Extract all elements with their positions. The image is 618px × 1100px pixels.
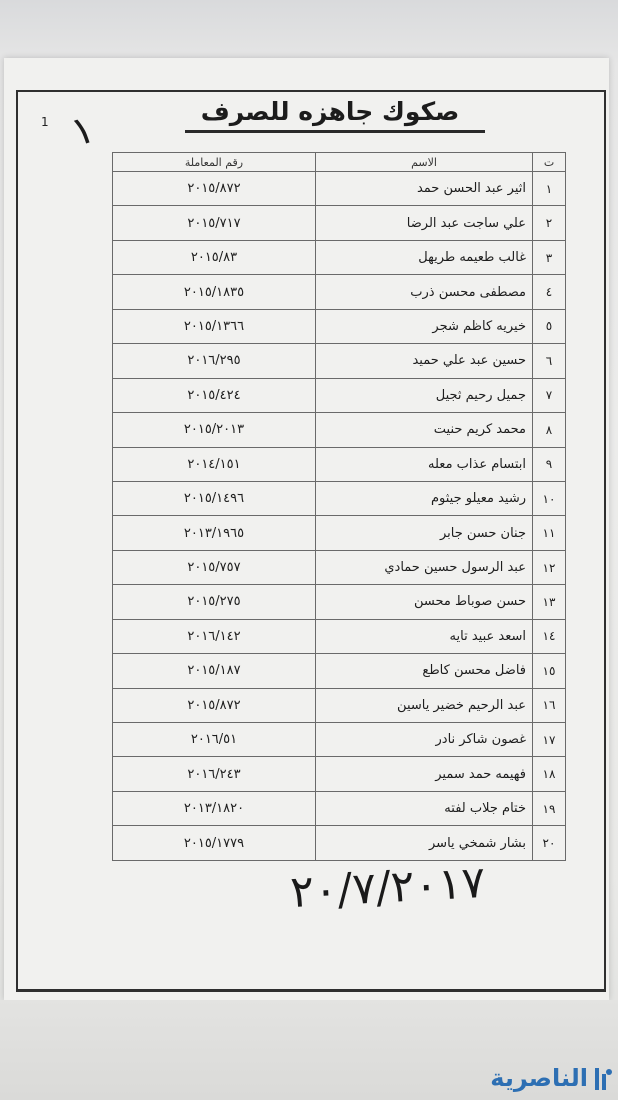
row-name: عبد الرسول حسين حمادي [316, 550, 533, 584]
row-reference: ٢٠١٦/٢٩٥ [113, 344, 316, 378]
table-row [113, 654, 566, 688]
row-reference: ٢٠١٥/٧٥٧ [113, 550, 316, 584]
row-name: مصطفى محسن ذرب [316, 275, 533, 309]
row-reference: ٢٠١٥/٨٣ [113, 240, 316, 274]
row-name: حسين عبد علي حميد [316, 344, 533, 378]
row-index: ٤ [533, 275, 566, 309]
table-row [113, 585, 566, 619]
row-reference: ٢٠١٥/١٤٩٦ [113, 481, 316, 515]
row-index: ١٠ [533, 481, 566, 515]
row-reference: ٢٠١٥/١٣٦٦ [113, 309, 316, 343]
row-name: جميل رحيم ثجيل [316, 378, 533, 412]
row-name: حسن صوباط محسن [316, 585, 533, 619]
row-reference: ٢٠١٥/٢٠١٣ [113, 413, 316, 447]
row-name: رشيد معيلو جيثوم [316, 481, 533, 515]
row-reference: ٢٠١٣/١٩٦٥ [113, 516, 316, 550]
row-index: ١٧ [533, 723, 566, 757]
table-row [113, 378, 566, 412]
watermark-logo [486, 1060, 614, 1096]
row-reference: ٢٠١٥/١٨٣٥ [113, 275, 316, 309]
table-row [113, 275, 566, 309]
row-index: ١٢ [533, 550, 566, 584]
row-index: ١ [533, 172, 566, 206]
row-index: ١٨ [533, 757, 566, 791]
row-name: بشار شمخي ياسر [316, 826, 533, 861]
table-row [113, 447, 566, 481]
row-index: ١١ [533, 516, 566, 550]
row-name: عبد الرحيم خضير ياسين [316, 688, 533, 722]
row-reference: ٢٠١٥/١٧٧٩ [113, 826, 316, 861]
row-name: علي ساجت عبد الرضا [316, 206, 533, 240]
table-header-row [113, 153, 566, 172]
row-name: جنان حسن جابر [316, 516, 533, 550]
table-row [113, 619, 566, 653]
page-number-printed: 1 [41, 115, 49, 129]
row-name: اثير عبد الحسن حمد [316, 172, 533, 206]
row-index: ١٥ [533, 654, 566, 688]
row-index: ١٤ [533, 619, 566, 653]
row-reference: ٢٠١٥/١٨٧ [113, 654, 316, 688]
table-row [113, 344, 566, 378]
header-reference: رقم المعاملة [113, 153, 316, 172]
row-reference: ٢٠١٦/٢٤٣ [113, 757, 316, 791]
row-index: ٥ [533, 309, 566, 343]
row-name: غالب طعيمه طريهل [316, 240, 533, 274]
table-row [113, 516, 566, 550]
row-index: ٣ [533, 240, 566, 274]
row-reference: ٢٠١٥/٧١٧ [113, 206, 316, 240]
title-underline [185, 130, 485, 133]
row-name: اسعد عبيد تايه [316, 619, 533, 653]
row-index: ٧ [533, 378, 566, 412]
row-index: ١٩ [533, 791, 566, 825]
table-row [113, 309, 566, 343]
table-row [113, 206, 566, 240]
row-index: ٢٠ [533, 826, 566, 861]
row-reference: ٢٠١٤/١٥١ [113, 447, 316, 481]
table-row [113, 481, 566, 515]
watermark-text: الناصرية [490, 1064, 588, 1092]
row-name: ختام جلاب لفته [316, 791, 533, 825]
table-row [113, 413, 566, 447]
handwritten-date: ٢٠/٧/٢٠١٧ [289, 856, 487, 919]
logo-icon [592, 1064, 614, 1092]
table-row [113, 240, 566, 274]
row-reference: ٢٠١٥/٢٧٥ [113, 585, 316, 619]
row-reference: ٢٠١٦/١٤٢ [113, 619, 316, 653]
page-number-handwritten: ١ [65, 105, 101, 157]
cheques-table [112, 152, 566, 861]
row-name: فاضل محسن كاطع [316, 654, 533, 688]
row-name: غصون شاكر نادر [316, 723, 533, 757]
row-index: ٦ [533, 344, 566, 378]
table-row [113, 550, 566, 584]
row-name: محمد كريم حنيت [316, 413, 533, 447]
row-reference: ٢٠١٦/٥١ [113, 723, 316, 757]
row-name: خيريه كاظم شجر [316, 309, 533, 343]
table-row [113, 172, 566, 206]
row-name: فهيمه حمد سمير [316, 757, 533, 791]
row-index: ٨ [533, 413, 566, 447]
row-index: ٩ [533, 447, 566, 481]
row-index: ٢ [533, 206, 566, 240]
row-index: ١٦ [533, 688, 566, 722]
row-reference: ٢٠١٥/٨٧٢ [113, 688, 316, 722]
table-row [113, 723, 566, 757]
table-row [113, 688, 566, 722]
table-row [113, 757, 566, 791]
row-reference: ٢٠١٥/٨٧٢ [113, 172, 316, 206]
row-reference: ٢٠١٥/٤٢٤ [113, 378, 316, 412]
row-index: ١٣ [533, 585, 566, 619]
row-name: ابتسام عذاب معله [316, 447, 533, 481]
header-name: الاسم [316, 153, 533, 172]
row-reference: ٢٠١٣/١٨٢٠ [113, 791, 316, 825]
header-index: ت [533, 153, 566, 172]
table-row [113, 791, 566, 825]
document-title: صكوك جاهزه للصرف [200, 97, 460, 126]
